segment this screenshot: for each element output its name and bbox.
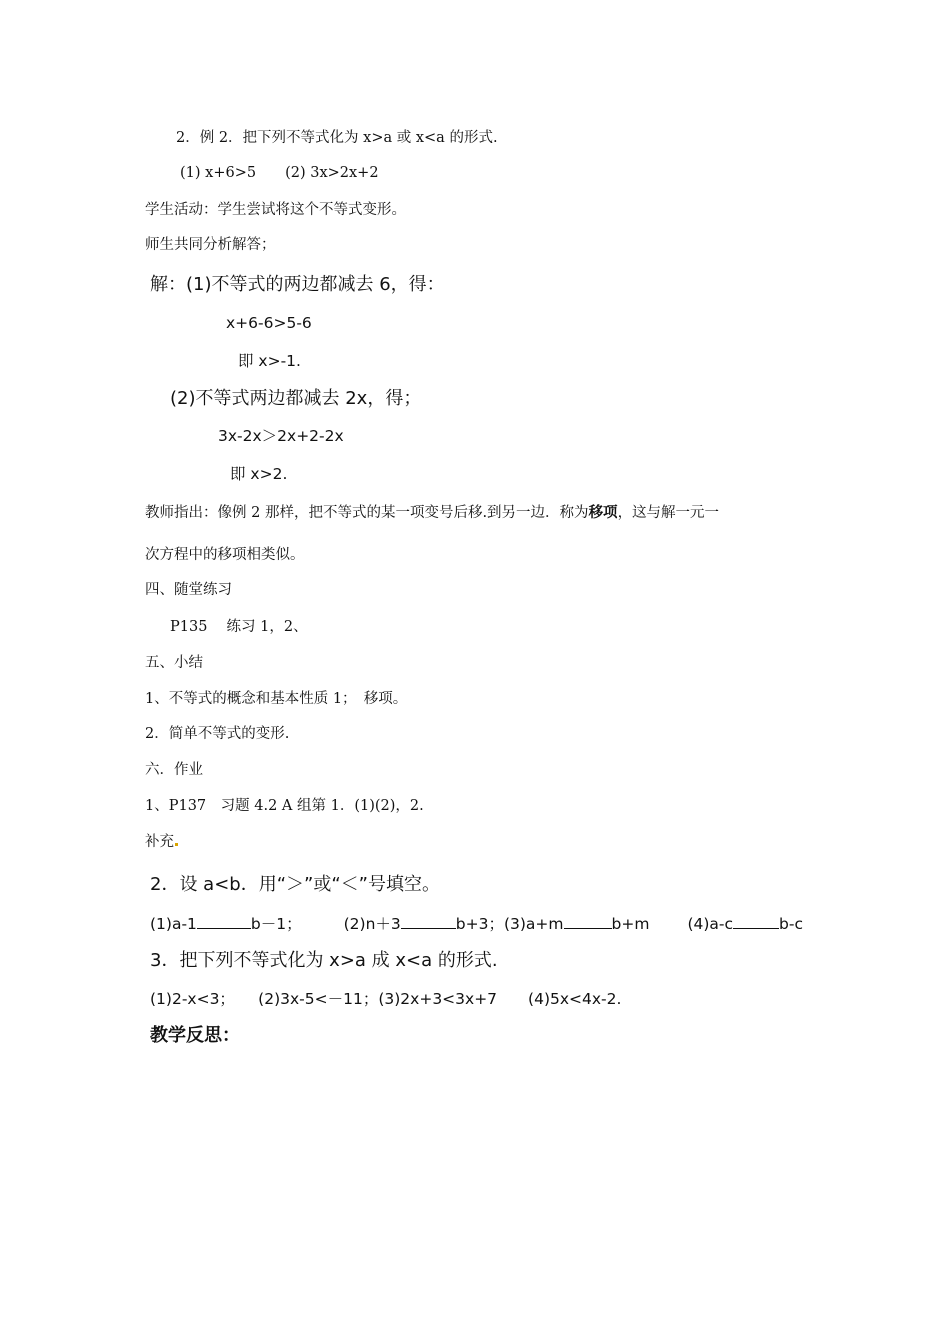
example-items: (1) x+6>5 (2) 3x>2x+2 <box>180 165 379 181</box>
summary-item-1: 1、不等式的概念和基本性质 1； 移项。 <box>145 691 408 707</box>
q2-part-2-rhs: b+3；(3)a+m <box>455 915 564 933</box>
teacher-note-text: 教师指出：像例 2 那样，把不等式的某一项变号后移.到另一边．称为 <box>145 505 589 521</box>
homework-item-1: 1、P137 习题 4.2 A 组第 1．(1)(2)，2. <box>145 798 424 814</box>
question-2-title: 2．设 a<b．用“＞”或“＜”号填空。 <box>150 874 441 895</box>
term-move-term: 移项 <box>588 504 618 521</box>
q2-part-4-rhs: b-c <box>779 915 803 933</box>
teaching-reflection: 教学反思： <box>150 1025 240 1046</box>
section-4-title: 四、随堂练习 <box>145 582 232 598</box>
blank-field[interactable] <box>401 914 456 929</box>
joint-analysis: 师生共同分析解答； <box>145 237 276 253</box>
blank-field[interactable] <box>564 914 612 929</box>
solution-line-5: 3x-2x＞2x+2-2x <box>218 427 344 445</box>
question-3-items: (1)2-x<3； (2)3x-5<－11；(3)2x+3<3x+7 (4)5x<4x-2. <box>150 990 622 1008</box>
teacher-note-tail: ，这与解一元一 <box>617 505 720 521</box>
blank-field[interactable] <box>733 914 779 929</box>
section-6-title: 六．作业 <box>145 762 203 778</box>
section-5-title: 五、小结 <box>145 655 203 671</box>
question-3-title: 3．把下列不等式化为 x>a 成 x<a 的形式. <box>150 950 498 971</box>
q2-part-1-rhs: b－1； <box>250 915 302 933</box>
teacher-note <box>145 503 719 523</box>
dot-mark <box>175 843 178 846</box>
teacher-note-line-2: 次方程中的移项相类似。 <box>145 547 305 563</box>
supplement-label: 补充 <box>145 832 179 852</box>
solution-line-1: 解：(1)不等式的两边都减去 6，得： <box>150 274 445 295</box>
solution-line-4: (2)不等式两边都减去 2x，得； <box>170 388 422 409</box>
section-4-content: P135 练习 1，2、 <box>170 619 308 635</box>
q2-part-3-rhs: b+m <box>611 915 650 933</box>
q2-part-1: (1)a-1 <box>150 915 197 933</box>
solution-line-6: 即 x>2. <box>230 465 288 483</box>
student-activity: 学生活动：学生尝试将这个不等式变形。 <box>145 202 406 218</box>
solution-line-3: 即 x>-1. <box>238 352 301 370</box>
solution-line-2: x+6-6>5-6 <box>226 314 312 332</box>
q2-part-4: (4)a-c <box>687 915 734 933</box>
q2-part-2: (2)n＋3 <box>343 915 401 933</box>
summary-item-2: 2．简单不等式的变形. <box>145 726 290 742</box>
example-heading: 2．例 2．把下列不等式化为 x>a 或 x<a 的形式. <box>176 130 498 146</box>
question-2-parts <box>150 913 803 935</box>
blank-field[interactable] <box>197 914 251 929</box>
